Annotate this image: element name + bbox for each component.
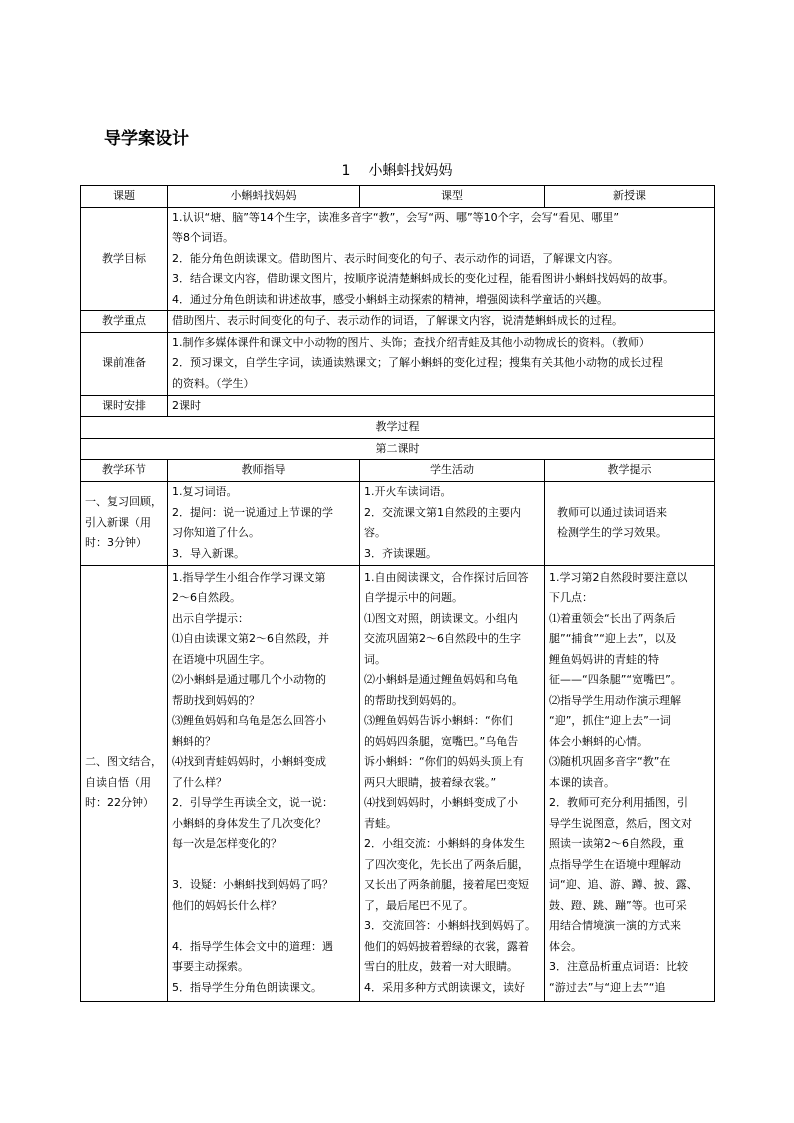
- stage2-teacher-line: 2．引导学生再读全文，说一说：: [172, 796, 333, 810]
- document-heading: 导学案设计: [104, 129, 189, 149]
- stage2-teacher-line: 2～6自然段。: [172, 591, 241, 605]
- stage2-student-line: 他们的妈妈披着碧绿的衣裳，露着: [364, 939, 529, 953]
- stage2-teacher-line: 事要主动探索。: [172, 960, 249, 974]
- stage1-student-line: 1.开火车读词语。: [364, 485, 452, 498]
- stage2-teacher-line: 3．设疑：小蝌蚪找到妈妈了吗？: [172, 878, 333, 892]
- stage2-student-line: 交流巩固第2～6自然段中的生字: [364, 632, 521, 646]
- keypoint-label: 教学重点: [81, 311, 168, 333]
- prep-line: 2．预习课文，自学生字词，读通读熟课文；了解小蝌蚪的变化过程；搜集有关其他小动物的成长过程: [172, 356, 663, 370]
- stage2-teacher-line: [172, 855, 355, 876]
- prep-content: [168, 332, 715, 395]
- stage2-tips-line: 鲤鱼妈妈讲的青蛙的特: [549, 652, 659, 666]
- goals-label: 教学目标: [81, 207, 168, 311]
- stage2-teacher-line: 了什么样？: [172, 775, 227, 789]
- stage2-tips-line: 点指导学生在语境中理解动: [549, 857, 681, 871]
- lesson-number: 1: [341, 163, 351, 179]
- stage2-teacher: [168, 565, 360, 1001]
- stage2-student-line: 了，最后尾巴不见了。: [364, 898, 474, 912]
- prep-label: 课前准备: [81, 332, 168, 395]
- goal-line: 3．结合课文内容，借助课文图片，按顺序说清楚蝌蚪成长的变化过程，能看图讲小蝌蚪找妈妈的故事。: [172, 272, 674, 285]
- stage2-teacher-line: ⑷找到青蛙妈妈时，小蝌蚪变成: [172, 755, 326, 769]
- goal-line: 等8个词语。: [172, 231, 234, 244]
- stage1-teacher-line: 3．导入新课。: [172, 546, 245, 560]
- stage2-student-line: 4．采用多种方式朗读课文，读好: [364, 980, 525, 994]
- stage2-student-line: 的帮助找到妈妈的。: [364, 693, 463, 707]
- keypoint-row: [81, 311, 715, 333]
- stage2-student-line: ⑴图文对照，朗读课文。小组内: [364, 611, 518, 625]
- stage2-teacher-line: 小蝌蚪的身体发生了几次变化？: [172, 816, 326, 830]
- stage1-student-line: 2．交流课文第1自然段的主要内: [364, 505, 521, 519]
- stage2-tips-line: 体会小蝌蚪的心情。: [549, 734, 648, 748]
- stage2-name: [81, 565, 168, 1001]
- stage2-student-line: 又长出了两条前腿，接着尾巴变短: [364, 878, 529, 892]
- stage2-tips-line: 3．注意品析重点词语：比较: [549, 960, 688, 974]
- stage2-student-line: 两只大眼睛，披着绿衣裳。”: [364, 775, 497, 789]
- header-stage: 教学环节: [81, 460, 168, 482]
- hours-row: [81, 395, 715, 417]
- stage2-tips-line: 征——“四条腿”“宽嘴巴”。: [549, 673, 682, 687]
- stage2-tips-line: 导学生说图意，然后，图文对: [549, 816, 692, 830]
- stage2-tips-line: ⑵指导学生用动作演示理解: [549, 693, 681, 707]
- stage2-teacher-line: 1.指导学生小组合作学习课文第: [172, 570, 326, 584]
- hours-value: 2课时: [168, 395, 715, 417]
- stage2-student-line: ⑷找到妈妈时，小蝌蚪变成了小: [364, 796, 518, 810]
- type-value: 新授课: [545, 186, 715, 208]
- header-teacher: 教师指导: [168, 460, 360, 482]
- process-title: 教学过程: [81, 417, 715, 439]
- stage2-teacher-line: 他们的妈妈长什么样？: [172, 898, 282, 912]
- stage1-teacher-line: 2．提问：说一说通过上节课的学: [172, 505, 333, 519]
- period-row: [81, 438, 715, 460]
- stage2-tips-line: 用结合情境演一演的方式来: [549, 919, 681, 933]
- stage2-tips-line: 腿”“捕食”“迎上去”，以及: [549, 632, 677, 646]
- prep-line: 的资料。（学生）: [172, 376, 255, 390]
- stage1-name-line: 时：3分钟）: [85, 536, 147, 550]
- stage1-name-line: 一、复习回顾，: [85, 495, 162, 509]
- stage2-tips: [545, 565, 715, 1001]
- stage2-tips-line: 体会。: [549, 939, 582, 953]
- stage1-teacher: [168, 481, 360, 565]
- stage2-teacher-line: ⑵小蝌蚪是通过哪几个小动物的: [172, 673, 326, 687]
- stage1-tips-line: 检测学生的学习效果。: [557, 526, 667, 539]
- stage2-tips-line: 词“迎、追、游、蹲、披、露、: [549, 878, 698, 892]
- stage1-student-line: 3．齐读课题。: [364, 546, 437, 560]
- stage2-student-line: 自学提示中的问题。: [364, 591, 463, 605]
- stage2-teacher-line: 4．指导学生体会文中的道理：遇: [172, 939, 333, 953]
- stage2-student-line: 2．小组交流：小蝌蚪的身体发生: [364, 837, 525, 851]
- stage1-student-line: 容。: [364, 526, 386, 539]
- stage2-teacher-line: 帮助找到妈妈的？: [172, 693, 260, 707]
- stage1-teacher-line: 1.复习词语。: [172, 485, 238, 498]
- stage1-tips-line: 教师可以通过读词语来: [557, 505, 667, 519]
- topic-label: 课题: [81, 186, 168, 208]
- lesson-title-text: 小蝌蚪找妈妈: [368, 163, 453, 179]
- stage1-name: [81, 481, 168, 565]
- stage2-teacher-line: 每一次是怎样变化的？: [172, 837, 282, 851]
- stage2-tips-line: 下几点：: [549, 591, 593, 605]
- stage2-student-line: 诉小蝌蚪：“你们的妈妈头顶上有: [364, 755, 524, 769]
- stage2-tips-line: 2．教师可充分利用插图，引: [549, 796, 688, 810]
- stage2-teacher-line: 蝌蚪的？: [172, 734, 216, 748]
- prep-line: 1.制作多媒体课件和课文中小动物的图片、头饰；查找介绍青蛙及其他小动物成长的资料。（教师）: [172, 335, 650, 349]
- goal-line: 2．能分角色朗读课文。借助图片、表示时间变化的句子、表示动作的词语，了解课文内容。: [172, 251, 619, 265]
- topic-row: [81, 186, 715, 208]
- goal-line: 1.认识“塘、脑”等14个生字，读准多音字“教”，会写“两、哪”等10个字，会写“看见、哪里”: [172, 210, 620, 224]
- lesson-title: [0, 160, 794, 180]
- stage2-student-line: 3．交流回答：小蝌蚪找到妈妈了。: [364, 919, 536, 933]
- stage2-teacher-line: 出示自学提示：: [172, 611, 249, 625]
- stage2-tips-line: 本课的读音。: [549, 775, 615, 789]
- stage2-tips-line: ⑴着重领会“长出了两条后: [549, 611, 676, 625]
- stage2-teacher-line: [172, 916, 355, 937]
- stage2-student-line: 青蛙。: [364, 816, 397, 830]
- prep-row: [81, 332, 715, 395]
- keypoint-value: 借助图片、表示时间变化的句子、表示动作的词语，了解课文内容，说清楚蝌蚪成长的过程。: [168, 311, 715, 333]
- stage2-tips-line: ⑶随机巩固多音字“教”在: [549, 755, 671, 769]
- stage2-student: [360, 565, 545, 1001]
- process-title-row: [81, 417, 715, 439]
- stage2-teacher-line: ⑴自由读课文第2～6自然段，并: [172, 632, 329, 646]
- goal-line: 4．通过分角色朗读和讲述故事，感受小蝌蚪主动探索的精神，增强阅读科学童话的兴趣。: [172, 292, 608, 306]
- stage1-tips: [545, 481, 715, 565]
- stage1-teacher-line: 习你知道了什么。: [172, 526, 260, 539]
- stage2-tips-line: 鼓、蹬、跳、蹦”等。也可采: [549, 898, 687, 912]
- stage2-tips-line: “游过去”与“迎上去”“追: [549, 980, 666, 994]
- stage2-student-line: ⑶鲤鱼妈妈告诉小蝌蚪：“你们: [364, 714, 513, 728]
- stage1-student: [360, 481, 545, 565]
- stage2-student-line: 1.自由阅读课文，合作探讨后回答: [364, 570, 529, 584]
- stage2-student-line: 词。: [364, 652, 386, 666]
- topic-value: 小蝌蚪找妈妈: [168, 186, 360, 208]
- stage2-tips-line: “迎”，抓住“迎上去”一词: [549, 714, 671, 728]
- stage2-student-line: 了四次变化，先长出了两条后腿，: [364, 857, 529, 871]
- header-student: 学生活动: [360, 460, 545, 482]
- period-title: 第二课时: [81, 438, 715, 460]
- goals-content: [168, 207, 715, 311]
- stage2-student-line: 雪白的肚皮，鼓着一对大眼睛。: [364, 960, 518, 974]
- stage2-row: [81, 565, 715, 1001]
- stage2-name-line: 二、图文结合，: [85, 755, 162, 769]
- hours-label: 课时安排: [81, 395, 168, 417]
- stage2-tips-line: 照读一读第2～6自然段，重: [549, 837, 684, 851]
- stage1-row: [81, 481, 715, 565]
- stage2-student-line: ⑵小蝌蚪是通过鲤鱼妈妈和乌龟: [364, 673, 518, 687]
- stage2-name-line: 时：22分钟）: [85, 796, 154, 810]
- header-tips: 教学提示: [545, 460, 715, 482]
- goals-row: [81, 207, 715, 311]
- stage2-teacher-line: 在语境中巩固生字。: [172, 652, 271, 666]
- stage2-teacher-line: 5．指导学生分角色朗读课文。: [172, 980, 322, 994]
- stage2-teacher-line: ⑶鲤鱼妈妈和乌龟是怎么回答小: [172, 714, 326, 728]
- stage2-student-line: 的妈妈四条腿，宽嘴巴。”乌龟告: [364, 734, 519, 748]
- stage2-name-line: 自读自悟（用: [85, 775, 151, 789]
- stage2-tips-line: 1.学习第2自然段时要注意以: [549, 570, 688, 584]
- type-label: 课型: [360, 186, 545, 208]
- stage1-name-line: 引入新课（用: [85, 515, 151, 529]
- lesson-plan-table: [80, 185, 715, 1002]
- column-header-row: [81, 460, 715, 482]
